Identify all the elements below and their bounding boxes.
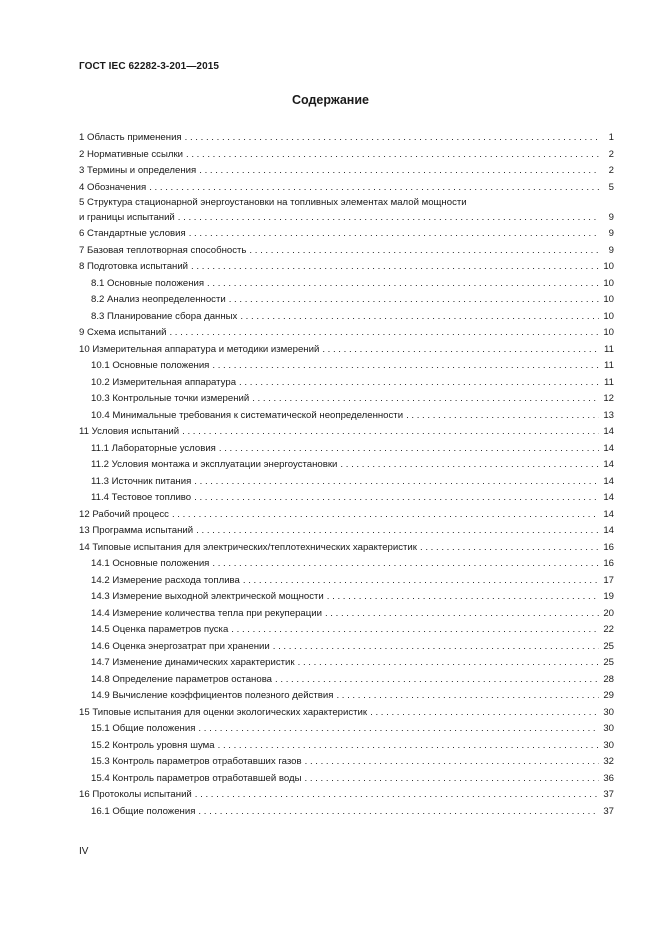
toc-entry[interactable]	[79, 259, 614, 276]
toc-entry-page: 5	[608, 181, 614, 193]
toc-entry-label: 1 Область применения	[79, 132, 182, 143]
dot-leader	[198, 804, 599, 821]
dot-leader	[420, 540, 599, 557]
toc-entry[interactable]	[79, 490, 614, 507]
toc-entry-label: 13 Программа испытаний	[79, 525, 194, 536]
toc-entry-page: 16	[603, 558, 614, 569]
toc-entry-page: 2	[608, 165, 614, 176]
toc-entry[interactable]	[79, 754, 614, 771]
toc-entry[interactable]	[79, 375, 614, 392]
toc-entry-label: 14.9 Вычисление коэффициентов полезного действия	[91, 690, 334, 701]
toc-entry-label: 14.2 Измерение расхода топлива	[91, 574, 240, 586]
dot-leader	[243, 573, 599, 590]
toc-entry-page: 13	[603, 409, 614, 421]
dot-leader	[218, 738, 599, 755]
toc-entry-label: 14.4 Измерение количества тепла при рекуперации	[91, 607, 322, 619]
toc-entry[interactable]	[79, 309, 614, 326]
toc-entry-label: 6 Стандартные условия	[79, 228, 186, 239]
toc-entry[interactable]	[79, 672, 614, 689]
dot-leader	[275, 672, 599, 689]
toc-entry[interactable]	[79, 721, 614, 738]
dot-leader	[169, 325, 599, 342]
toc-entry-label-continued: и границы испытаний	[79, 212, 175, 223]
toc-entry-page: 29	[603, 690, 614, 701]
toc-entry-page: 36	[603, 772, 614, 784]
toc-entry[interactable]	[79, 787, 614, 804]
dot-leader	[199, 163, 599, 180]
dot-leader	[273, 639, 599, 656]
dot-leader	[207, 276, 599, 293]
toc-entry-page: 12	[603, 393, 614, 404]
toc-entry-label: 11.1 Лабораторные условия	[91, 442, 216, 454]
toc-entry-page: 30	[603, 706, 614, 718]
dot-leader	[182, 424, 599, 441]
toc-entry-label: 8.1 Основные положения	[91, 277, 205, 289]
dot-leader	[252, 391, 599, 408]
page-number: IV	[79, 846, 89, 857]
toc-entry-label: 14.6 Оценка энергозатрат при хранении	[91, 640, 270, 652]
toc-entry-label: 14.3 Измерение выходной электрической мощности	[91, 591, 324, 602]
toc-entry-label: 16.1 Общие положения	[91, 805, 196, 817]
toc-entry-page: 1	[608, 132, 614, 143]
toc-entry-page: 14	[603, 459, 614, 470]
toc-entry-page: 11	[604, 343, 614, 355]
toc-entry[interactable]	[79, 292, 614, 309]
toc-entry-label: 11.3 Источник питания	[91, 475, 192, 487]
toc-entry[interactable]	[79, 130, 614, 147]
toc-entry-label: 8.2 Анализ неопределенности	[91, 294, 226, 305]
toc-entry[interactable]	[79, 573, 614, 590]
dot-leader	[322, 342, 599, 359]
toc-entry-label: 15.3 Контроль параметров отработавших газов	[91, 756, 302, 767]
toc-entry[interactable]	[79, 441, 614, 458]
dot-leader	[212, 358, 599, 375]
toc-entry-page: 28	[603, 673, 614, 685]
toc-entry-label: 16 Протоколы испытаний	[79, 789, 192, 800]
toc-entry-label: 10.2 Измерительная аппаратура	[91, 376, 237, 388]
toc-entry-page: 11	[604, 376, 614, 388]
toc-entry-label: 10.1 Основные положения	[91, 360, 210, 371]
toc-entry-label: 14.1 Основные положения	[91, 558, 210, 569]
toc-entry[interactable]	[79, 391, 614, 408]
dot-leader	[198, 721, 599, 738]
toc-entry-page: 20	[603, 607, 614, 619]
toc-entry-label: 3 Термины и определения	[79, 165, 197, 176]
toc-entry[interactable]	[79, 523, 614, 540]
toc-entry[interactable]	[79, 243, 614, 260]
toc-entry-label: 5 Структура стационарной энергоустановки на топливных элементах малой мощности	[79, 197, 467, 208]
toc-entry[interactable]	[79, 556, 614, 573]
toc-entry[interactable]	[79, 457, 614, 474]
toc-entry-label: 7 Базовая теплотворная способность	[79, 244, 247, 256]
toc-entry-page: 9	[608, 212, 614, 223]
dot-leader	[249, 243, 599, 260]
dot-leader	[172, 507, 599, 524]
toc-entry[interactable]	[79, 738, 614, 755]
dot-leader	[178, 209, 599, 226]
toc-entry-label: 4 Обозначения	[79, 181, 147, 193]
toc-entry[interactable]	[79, 804, 614, 821]
dot-leader	[298, 655, 599, 672]
toc-entry-page: 10	[603, 294, 614, 305]
toc-entry-page: 30	[603, 739, 614, 751]
toc-entry-page: 10	[603, 310, 614, 322]
toc-entry[interactable]	[79, 688, 614, 705]
toc-entry[interactable]	[79, 474, 614, 491]
toc-entry-page: 30	[603, 723, 614, 734]
dot-leader	[239, 375, 599, 392]
toc-entry-label: 14.7 Изменение динамических характеристик	[91, 657, 295, 668]
dot-leader	[305, 771, 599, 788]
toc-entry-page: 37	[603, 789, 614, 800]
toc-entry[interactable]	[79, 622, 614, 639]
toc-entry-page: 25	[603, 657, 614, 668]
toc-entry-label: 10.3 Контрольные точки измерений	[91, 393, 250, 404]
toc-entry-page: 37	[603, 805, 614, 817]
toc-entry-page: 14	[603, 492, 614, 503]
toc-entry[interactable]	[79, 655, 614, 672]
toc-entry-page: 14	[603, 525, 614, 536]
dot-leader	[191, 259, 599, 276]
page-title: Содержание	[291, 93, 369, 107]
toc-entry[interactable]	[79, 325, 614, 342]
dot-leader	[229, 292, 599, 309]
toc-entry-page: 22	[603, 624, 614, 635]
toc-entry-page: 10	[603, 261, 614, 272]
toc-entry-label: 12 Рабочий процесс	[79, 508, 169, 520]
toc-entry-label: 11.4 Тестовое топливо	[91, 492, 192, 503]
toc-entry-page: 9	[608, 228, 614, 239]
toc-entry-label: 14.8 Определение параметров останова	[91, 673, 273, 685]
toc-entry-page: 14	[603, 475, 614, 487]
toc-entry-label: 8 Подготовка испытаний	[79, 261, 189, 272]
toc-entry-page: 14	[603, 508, 614, 520]
dot-leader	[327, 589, 599, 606]
dot-leader	[325, 606, 599, 623]
toc-entry-label: 9 Схема испытаний	[79, 327, 167, 338]
dot-leader	[305, 754, 599, 771]
toc-entry-label: 15 Типовые испытания для оценки экологических характеристик	[79, 706, 368, 718]
toc-entry-page: 10	[603, 277, 614, 289]
toc-entry-page: 11	[604, 360, 614, 371]
toc-entry[interactable]	[79, 589, 614, 606]
toc-entry-label: 10 Измерительная аппаратура и методики измерений	[79, 343, 320, 355]
dot-leader	[336, 688, 599, 705]
dot-leader	[186, 147, 599, 164]
toc-entry[interactable]	[79, 606, 614, 623]
toc-entry-label: 10.4 Минимальные требования к систематической неопределенности	[91, 409, 404, 421]
dot-leader	[196, 523, 599, 540]
toc-entry[interactable]	[79, 540, 614, 557]
toc-entry-label: 15.2 Контроль уровня шума	[91, 739, 215, 751]
toc-entry-label: 11.2 Условия монтажа и эксплуатации энергоустановки	[91, 459, 338, 470]
toc-entry[interactable]	[79, 196, 614, 226]
toc-entry-page: 14	[603, 442, 614, 454]
dot-leader	[231, 622, 599, 639]
toc-entry-page: 16	[603, 541, 614, 553]
toc-entry[interactable]	[79, 408, 614, 425]
toc-entry-page: 19	[603, 591, 614, 602]
dot-leader	[406, 408, 599, 425]
toc-entry[interactable]	[79, 639, 614, 656]
toc-entry-page: 14	[603, 426, 614, 437]
toc-entry-label: 2 Нормативные ссылки	[79, 148, 184, 160]
toc-entry-page: 25	[603, 640, 614, 652]
table-of-contents	[79, 130, 614, 820]
toc-entry-label: 15.1 Общие положения	[91, 723, 196, 734]
toc-entry-page: 17	[603, 574, 614, 586]
toc-entry-label: 14.5 Оценка параметров пуска	[91, 624, 229, 635]
toc-entry[interactable]	[79, 147, 614, 164]
dot-leader	[195, 787, 599, 804]
toc-entry-page: 2	[608, 148, 614, 160]
dot-leader	[194, 490, 599, 507]
dot-leader	[340, 457, 599, 474]
toc-entry[interactable]	[79, 180, 614, 197]
dot-leader	[240, 309, 599, 326]
dot-leader	[194, 474, 599, 491]
toc-entry-page: 32	[603, 756, 614, 767]
dot-leader	[149, 180, 599, 197]
toc-entry-label: 11 Условия испытаний	[79, 426, 180, 437]
toc-entry-label: 14 Типовые испытания для электрических/теплотехнических характеристик	[79, 541, 417, 553]
dot-leader	[370, 705, 599, 722]
dot-leader	[212, 556, 599, 573]
toc-entry-page: 9	[608, 244, 614, 256]
toc-entry-page: 10	[603, 327, 614, 338]
toc-entry[interactable]	[79, 276, 614, 293]
toc-entry[interactable]	[79, 705, 614, 722]
document-header: ГОСТ IEC 62282-3-201—2015	[79, 61, 220, 72]
toc-entry[interactable]	[79, 342, 614, 359]
toc-entry-label: 15.4 Контроль параметров отработавшей воды	[91, 772, 302, 784]
toc-entry-label: 8.3 Планирование сбора данных	[91, 310, 238, 322]
toc-entry[interactable]	[79, 358, 614, 375]
toc-entry[interactable]	[79, 163, 614, 180]
dot-leader	[185, 130, 599, 147]
toc-entry[interactable]	[79, 226, 614, 243]
toc-entry[interactable]	[79, 424, 614, 441]
dot-leader	[219, 441, 599, 458]
dot-leader	[189, 226, 599, 243]
toc-entry[interactable]	[79, 507, 614, 524]
toc-entry[interactable]	[79, 771, 614, 788]
